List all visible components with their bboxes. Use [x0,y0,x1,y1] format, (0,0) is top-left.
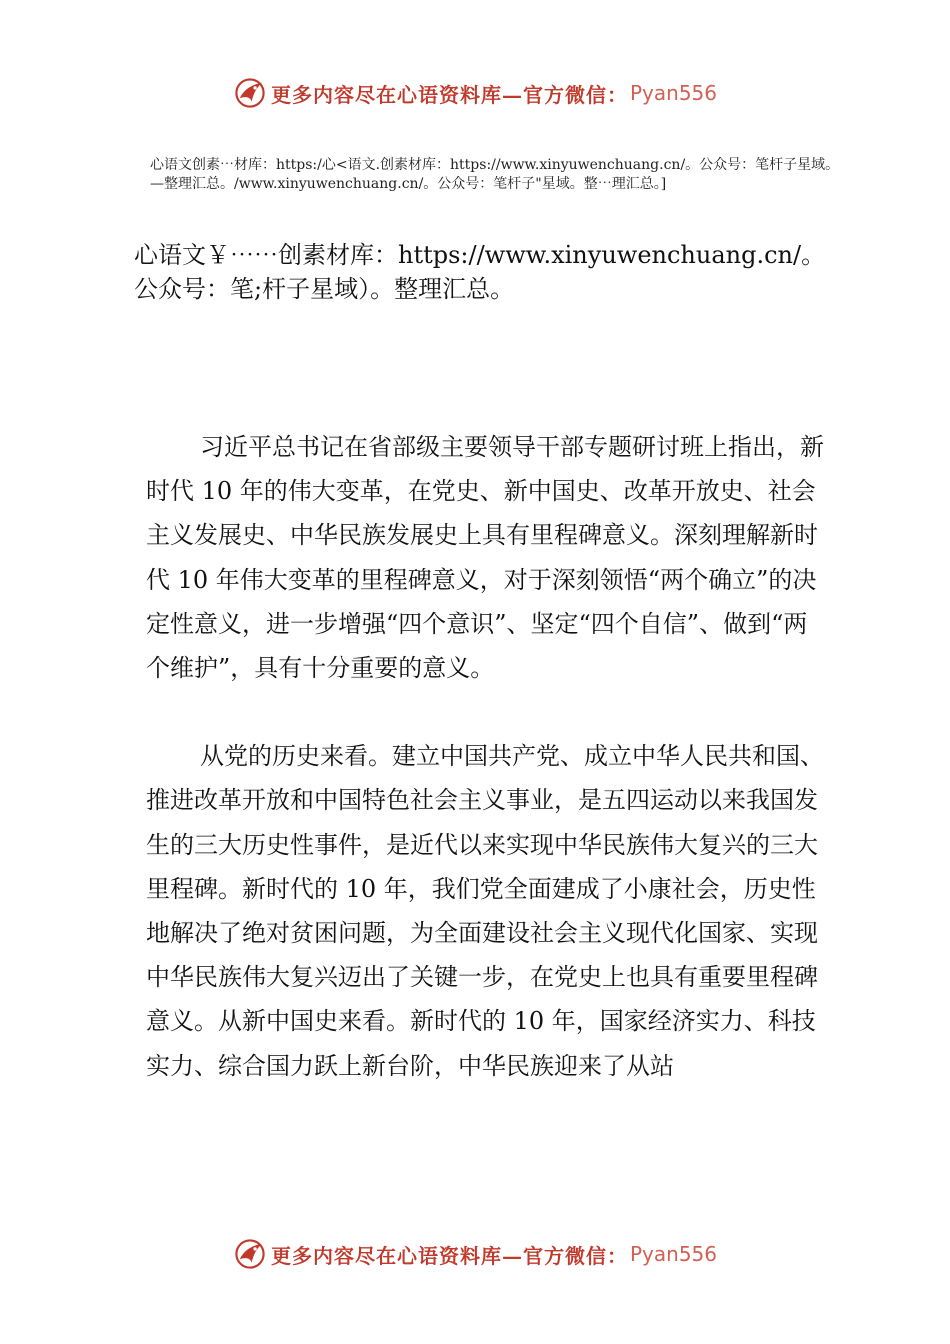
promo-text: 更多内容尽在心语资料库—官方微信： [270,82,628,107]
top-banner [0,73,950,113]
red-bird-logo-icon [233,76,267,110]
document-body [146,425,826,1132]
wechat-id: Pyan556 [629,81,717,105]
header-note-small: 心语文创素⋯材库：https:/心<语文.创素材库：https://www.xinyuwenchuang.cn/。公众号：笔杆子星域。—整理汇总。/www.xinyuwenchuang.cn/。公众号：笔杆子"星域。整⋯理汇总。] [150,157,840,192]
red-bird-logo-icon [233,1237,267,1271]
header-note-medium: 心语文￥⋯⋯创素材库：https://www.xinyuwenchuang.cn/。公众号：笔;杆子星域）。整理汇总。 [134,241,826,303]
bottom-banner [0,1234,950,1274]
paragraph-2: 从党的历史来看。建立中国共产党、成立中华人民共和国、推进改革开放和中国特色社会主义事业，是五四运动以来我国发生的三大历史性事件，是近代以来实现中华民族伟大复兴的三大里程碑。新时代的 10 年，我们党全面建成了小康社会，历史性地解决了绝对贫困问题，为全面建设社会主义现代化国家、实现中华民族伟大复兴迈出了关键一步，在党史上也具有重要里程碑意义。从新中国史来看。新时代的 10 年，国家经济实力、科技实力、综合国力跃上新台阶，中华民族迎来了从站 [146,742,824,1080]
promo-text: 更多内容尽在心语资料库—官方微信： [270,1243,628,1268]
wechat-id: Pyan556 [629,1242,717,1266]
paragraph-1: 习近平总书记在省部级主要领导干部专题研讨班上指出，新时代 10 年的伟大变革，在党史、新中国史、改革开放史、社会主义发展史、中华民族发展史上具有里程碑意义。深刻理解新时代 10 年伟大变革的里程碑意义，对于深刻领悟“两个确立”的决定性意义，进一步增强“四个意识”、坚定“四个自信”、做到“两个维护”，具有十分重要的意义。 [146,433,824,683]
